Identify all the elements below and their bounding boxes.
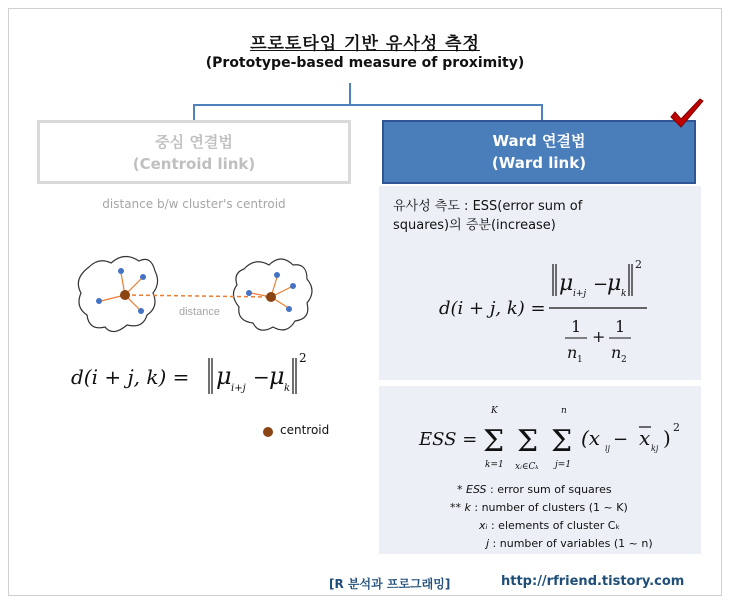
checkmark-icon — [667, 97, 707, 133]
ward-eq-n1-sub: 1 — [577, 355, 583, 365]
page-subtitle: (Prototype-based measure of proximity) — [205, 55, 525, 71]
ward-link-subtitle: (Ward link) — [491, 154, 587, 172]
ess-eq-power: 2 — [673, 421, 680, 434]
ess-eq-sigma1: Σ — [483, 424, 505, 459]
ess-eq-body: (x — [581, 426, 601, 450]
centroid-description: distance b/w cluster's centroid — [102, 197, 286, 211]
footer-blog-name: [R 분석과 프로그래밍] — [329, 577, 451, 591]
connector-stem — [349, 83, 351, 105]
ess-eq-sigma3: Σ — [551, 424, 573, 459]
ward-equation — [389, 254, 689, 374]
ess-eq-sub-kj: kj — [651, 444, 659, 453]
ward-eq-lhs: d(i + j, k) = — [439, 298, 546, 319]
connector-left — [193, 104, 195, 120]
ward-eq-sub2: k — [621, 289, 627, 299]
ess-eq-minus: − — [613, 429, 629, 450]
diagram-frame — [8, 8, 722, 596]
ward-link-box — [382, 120, 696, 184]
distance-label: distance — [179, 306, 220, 318]
ess-eq-lower1: k=1 — [485, 460, 504, 470]
eq-mu: μ — [216, 362, 232, 390]
ess-eq-xbar: x — [639, 426, 651, 450]
ess-note-3: xᵢ : elements of cluster Cₖ — [479, 519, 621, 532]
centroid-point-right — [266, 292, 276, 302]
ward-eq-mu: μ — [559, 271, 574, 296]
ward-eq-mu: μ — [607, 271, 622, 296]
centroid-legend-label: centroid — [280, 423, 330, 437]
eq-power: 2 — [299, 351, 307, 365]
ess-eq-lower3: j=1 — [555, 460, 572, 470]
ward-eq-n2: n — [611, 343, 622, 362]
ward-link-title: Ward 연결법 — [492, 132, 586, 150]
ward-eq-one: 1 — [571, 317, 582, 336]
data-point — [246, 290, 252, 296]
eq-sub2: k — [284, 383, 291, 394]
cluster-blob-left — [78, 256, 157, 331]
ess-eq-close: ) — [663, 426, 671, 450]
eq-lhs: d(i + j, k) = — [71, 365, 190, 389]
ward-eq-n1: n — [567, 343, 578, 362]
ward-eq-minus: − — [593, 274, 609, 295]
centroid-equation — [69, 344, 329, 404]
centroid-legend-dot — [263, 427, 273, 437]
page-title: 프로토타입 기반 유사성 측정 — [250, 34, 480, 54]
data-point — [286, 306, 292, 312]
connector-bar — [193, 104, 543, 106]
centroid-link-title: 중심 연결법 — [155, 133, 233, 151]
eq-mu: μ — [269, 362, 285, 390]
centroid-link-subtitle: (Centroid link) — [132, 155, 256, 173]
ess-eq-upper3: n — [561, 406, 567, 416]
ess-note-1: * ESS : error sum of squares — [457, 483, 612, 496]
ess-eq-sigma2: Σ — [517, 424, 539, 459]
ward-eq-one: 1 — [615, 317, 626, 336]
data-point — [96, 298, 102, 304]
ess-note-2: ** k : number of clusters (1 ~ K) — [450, 501, 628, 514]
centroid-link-box — [37, 120, 351, 184]
data-point — [140, 274, 146, 280]
connector-right — [541, 104, 543, 120]
data-point — [138, 308, 144, 314]
ward-eq-plus: + — [592, 327, 606, 346]
eq-sub1: i+j — [231, 383, 246, 394]
data-point — [290, 283, 296, 289]
ess-note-4: j : number of variables (1 ~ n) — [486, 537, 653, 550]
ess-eq-lower2: xᵢ∈Cₖ — [515, 462, 539, 472]
ward-description — [393, 197, 693, 235]
eq-minus: − — [253, 365, 270, 389]
ess-eq-lhs: ESS = — [419, 429, 478, 450]
footer-url[interactable]: http://rfriend.tistory.com — [501, 574, 685, 589]
centroid-point-left — [120, 290, 130, 300]
ward-eq-n2-sub: 2 — [621, 355, 627, 365]
ess-eq-upper1: K — [491, 406, 498, 416]
ess-equation — [389, 399, 689, 484]
data-point — [118, 268, 124, 274]
ward-eq-sub1: i+j — [573, 289, 587, 299]
ward-eq-power: 2 — [635, 258, 642, 271]
ess-eq-sub-ij: ij — [605, 444, 611, 453]
cluster-diagram — [69, 249, 324, 339]
data-point — [274, 272, 280, 278]
ward-desc-line1: 유사성 측도 : ESS(error sum of — [393, 199, 583, 214]
ward-desc-line2: squares)의 증분(increase) — [393, 218, 556, 233]
